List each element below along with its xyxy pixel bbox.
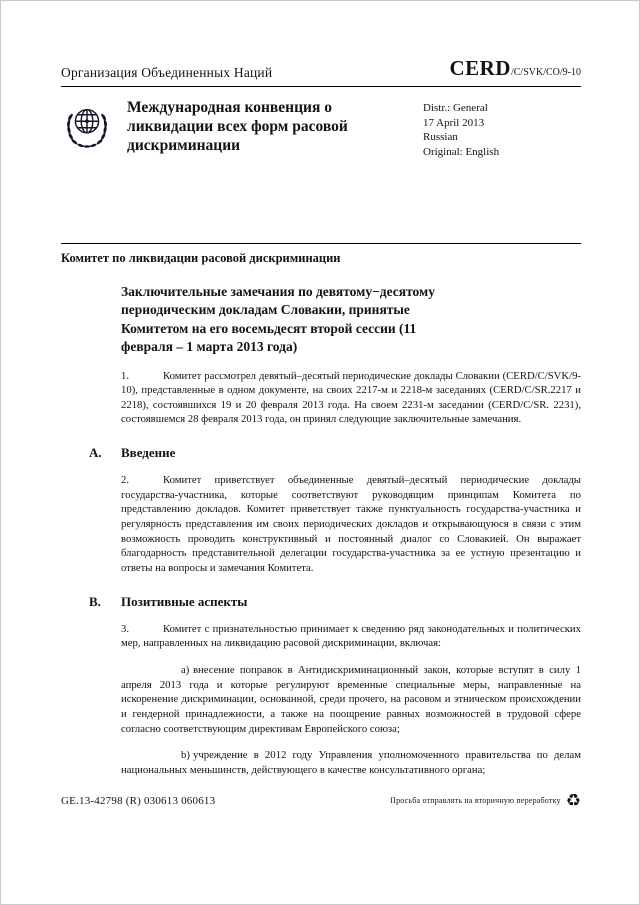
section-label: A.	[89, 445, 102, 461]
section-label: B.	[89, 593, 101, 609]
subparagraph-letter: b)	[181, 749, 190, 762]
section-heading-b	[89, 594, 581, 610]
section-title: Позитивные аспекты	[121, 593, 248, 609]
document-symbol	[449, 56, 581, 81]
document-symbol-rest: /C/SVK/CO/9-10	[510, 67, 581, 78]
paragraph-text: Комитет приветствует объединенные девятый–десятый периодические доклады государства-участника, которые соответствуют руководящим принципам Комитета по представлению докладов. Комитет приветствует также пунктуальность государства-участника и регулярность представления им своих периодических докладов и открывающуюся в связи с этим возможность проводить конструктивный и постоянный диалог со Словакией. Он выражает благодарность представительной делегации государства-участника за ее устную презентацию и ответы на вопросы и замечания Комитета.	[121, 474, 581, 575]
paragraph-number: 1.	[121, 369, 130, 382]
document-symbol-main: CERD	[449, 56, 511, 80]
paragraph-text: Комитет с признательностью принимает к сведению ряд законодательных и политических мер, направленных на ликвидацию расовой дискриминации, включая:	[121, 622, 581, 650]
paragraph-text: Комитет рассмотрел девятый–десятый периодические доклады Словакии (CERD/C/SVK/9-10), представленные в одном документе, на своих 2217-м и 2218-м заседаниях (CERD/C/SR.2217 и 2218), состоявшихся 19 и 20 февраля 2013 года. На своем 2231-м заседании (CERD/C/SR. 2231), состоявшемся 28 февраля 2013 года, он принял следующие заключительные замечания.	[121, 369, 581, 426]
organization-name: Организация Объединенных Наций	[61, 65, 273, 80]
distr-line: Distr.: General	[423, 102, 488, 114]
masthead	[61, 99, 579, 159]
document-header	[61, 56, 581, 87]
document-footer	[61, 792, 581, 809]
language-line: Russian	[423, 131, 458, 144]
committee-name: Комитет по ликвидации расовой дискриминации	[61, 243, 581, 266]
distribution-block	[423, 99, 579, 159]
recycle-notice	[390, 792, 581, 809]
date-line: 17 April 2013	[423, 116, 485, 129]
document-body	[89, 283, 581, 778]
paragraph-number: 3.	[121, 622, 130, 635]
section-title: Введение	[121, 445, 176, 461]
subparagraph-a	[121, 663, 581, 736]
recycle-icon: ♻	[565, 791, 581, 810]
subparagraph-b	[121, 748, 581, 777]
paragraph-3	[121, 622, 581, 651]
un-emblem-icon	[61, 99, 113, 155]
recycle-notice-text: Просьба отправлять на вторичную переработку	[390, 796, 561, 805]
document-title: Заключительные замечания по девятому−десятому периодическим докладам Словакии, принятые Комитетом на его восемьдесят второй сессии (11 февраля – 1 марта 2013 года)	[121, 284, 435, 355]
subparagraph-text: внесение поправок в Антидискриминационный закон, которые вступят в силу 1 апреля 2013 года и которые регулируют временные специальные меры, направленные на искоренение дискриминации, основанной, среди прочего, на расовом и этническом происхождении и гендерной принадлежности, а также на поощрение равных возможностей в трудовой сфере согласно соответствующим директивам Европейского союза;	[121, 664, 581, 735]
paragraph-number: 2.	[121, 474, 130, 487]
subparagraph-text: учреждение в 2012 году Управления уполномоченного правительства по делам национальных меньшинств, действующего в качестве консультативного органа;	[121, 749, 581, 776]
convention-title: Международная конвенция о ликвидации всех форм расовой дискриминации	[127, 99, 348, 154]
original-language-line: Original: English	[423, 145, 500, 158]
section-heading-a	[89, 445, 581, 461]
paragraph-2	[121, 473, 581, 576]
subparagraph-letter: a)	[181, 664, 190, 677]
ge-reference-number: GE.13-42798 (R) 030613 060613	[61, 794, 216, 807]
paragraph-1	[121, 369, 581, 428]
